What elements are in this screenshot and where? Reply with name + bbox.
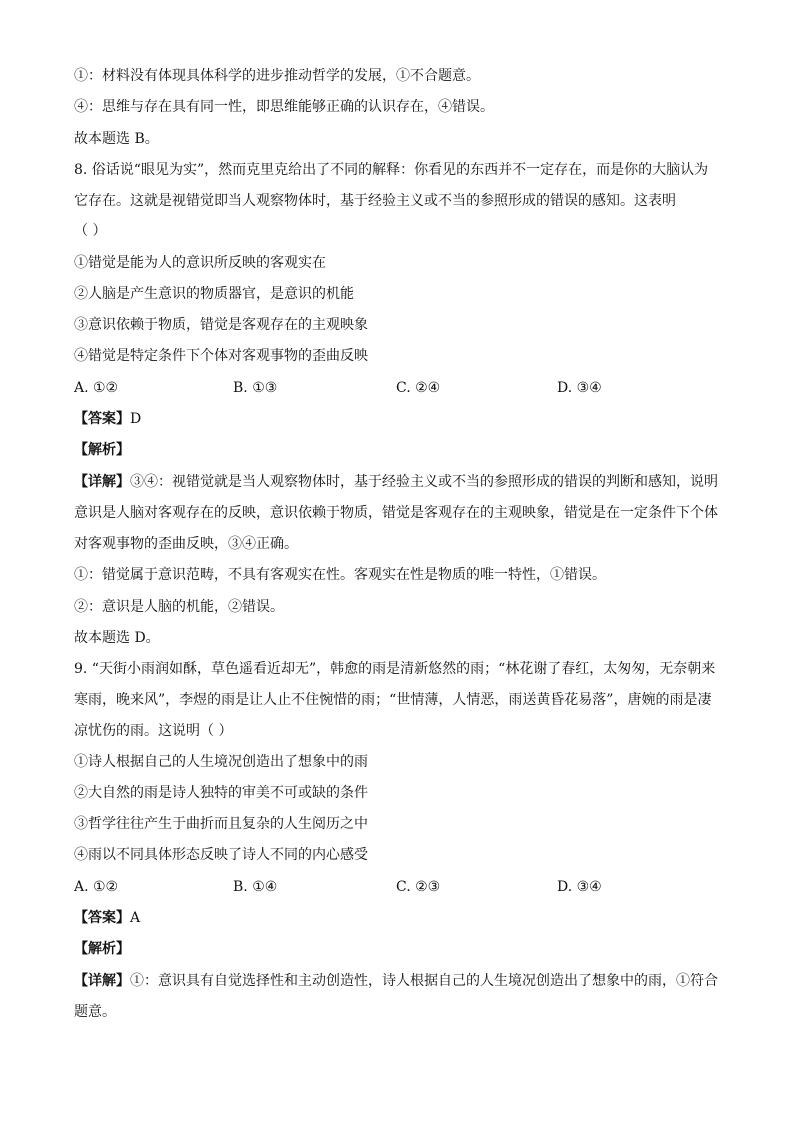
q8-item-2: ②人脑是产生意识的物质器官，是意识的机能 (74, 286, 354, 302)
q8-analysis-tag: 【解析】 (74, 442, 130, 458)
q8-item-3: ③意识依赖于物质，错觉是客观存在的主观映象 (74, 317, 368, 333)
prev-explain-2: ④：思维与存在具有同一性，即思维能够正确的认识存在，④错误。 (74, 99, 494, 115)
q8-stem-line-1: 8. 俗话说“眼见为实”，然而克里克给出了不同的解释：你看见的东西并不一定存在，而是你的大脑认为 (74, 162, 709, 178)
q9-analysis-tag: 【解析】 (74, 941, 130, 957)
q9-detail-text-1: ①：意识具有自觉选择性和主动创造性，诗人根据自己的人生境况创造出了想象中的雨，①符合 (130, 973, 718, 989)
q8-blank: （ ） (74, 223, 107, 239)
q8-conclusion: 故本题选 D。 (74, 630, 160, 646)
q9-option-d: D. ③④ (557, 879, 602, 895)
q8-option-a: A. ①② (74, 380, 119, 396)
q8-detail-text-1: ③④：视错觉就是当人观察物体时，基于经验主义或不当的参照形成的错误的判断和感知，说明 (130, 474, 718, 490)
q8-answer-tag: 【答案】 (74, 411, 130, 427)
q9-stem-line-3: 凉忧伤的雨。这说明（ ） (74, 723, 233, 739)
q9-answer (74, 909, 140, 927)
prev-explain-1: ①：材料没有体现具体科学的进步推动哲学的发展，①不合题意。 (74, 68, 480, 84)
q9-detail-line-2: 题意。 (74, 1004, 116, 1020)
q9-item-3: ③哲学往往产生于曲折而且复杂的人生阅历之中 (74, 816, 368, 832)
q8-explain-1: ①：错觉属于意识范畴，不具有客观实在性。客观实在性是物质的唯一特性，①错误。 (74, 567, 606, 583)
q8-answer-value: D (130, 411, 142, 427)
q9-item-4: ④雨以不同具体形态反映了诗人不同的内心感受 (74, 847, 368, 863)
q8-detail-line-1 (74, 473, 718, 491)
q9-detail-line-1 (74, 972, 718, 990)
q8-item-1: ①错觉是能为人的意识所反映的客观实在 (74, 255, 326, 271)
q8-answer (74, 410, 141, 428)
q9-detail-tag: 【详解】 (74, 973, 130, 989)
q9-answer-value: A (130, 910, 141, 926)
q9-option-b: B. ①④ (233, 879, 278, 895)
q8-detail-tag: 【详解】 (74, 474, 130, 490)
q9-item-2: ②大自然的雨是诗人独特的审美不可或缺的条件 (74, 785, 368, 801)
q8-option-c: C. ②④ (396, 380, 441, 396)
q9-stem-line-1: 9. “天街小雨润如酥，草色遥看近却无”，韩愈的雨是清新悠然的雨；“林花谢了春红，太匆匆，无奈朝来 (74, 661, 716, 677)
q8-explain-2: ②：意识是人脑的机能，②错误。 (74, 599, 284, 615)
q9-stem-line-2: 寒雨，晚来风”，李煜的雨是让人止不住惋惜的雨；“世情薄，人情恶，雨送黄昏花易落”，唐婉的雨是凄 (74, 692, 712, 708)
q8-option-d: D. ③④ (557, 380, 602, 396)
q8-option-b: B. ①③ (233, 380, 278, 396)
q8-detail-line-2: 意识是人脑对客观存在的反映，意识依赖于物质，错觉是客观存在的主观映象，错觉是在一定条件下个体 (74, 505, 718, 521)
q8-stem-line-2: 它存在。这就是视错觉即当人观察物体时，基于经验主义或不当的参照形成的错误的感知。这表明 (74, 193, 676, 209)
q9-item-1: ①诗人根据自己的人生境况创造出了想象中的雨 (74, 754, 368, 770)
q8-item-4: ④错觉是特定条件下个体对客观事物的歪曲反映 (74, 348, 368, 364)
q9-option-c: C. ②③ (396, 879, 441, 895)
prev-conclusion: 故本题选 B。 (74, 131, 159, 147)
q9-option-a: A. ①② (74, 879, 119, 895)
q9-answer-tag: 【答案】 (74, 910, 130, 926)
q8-detail-line-3: 对客观事物的歪曲反映，③④正确。 (74, 536, 298, 552)
